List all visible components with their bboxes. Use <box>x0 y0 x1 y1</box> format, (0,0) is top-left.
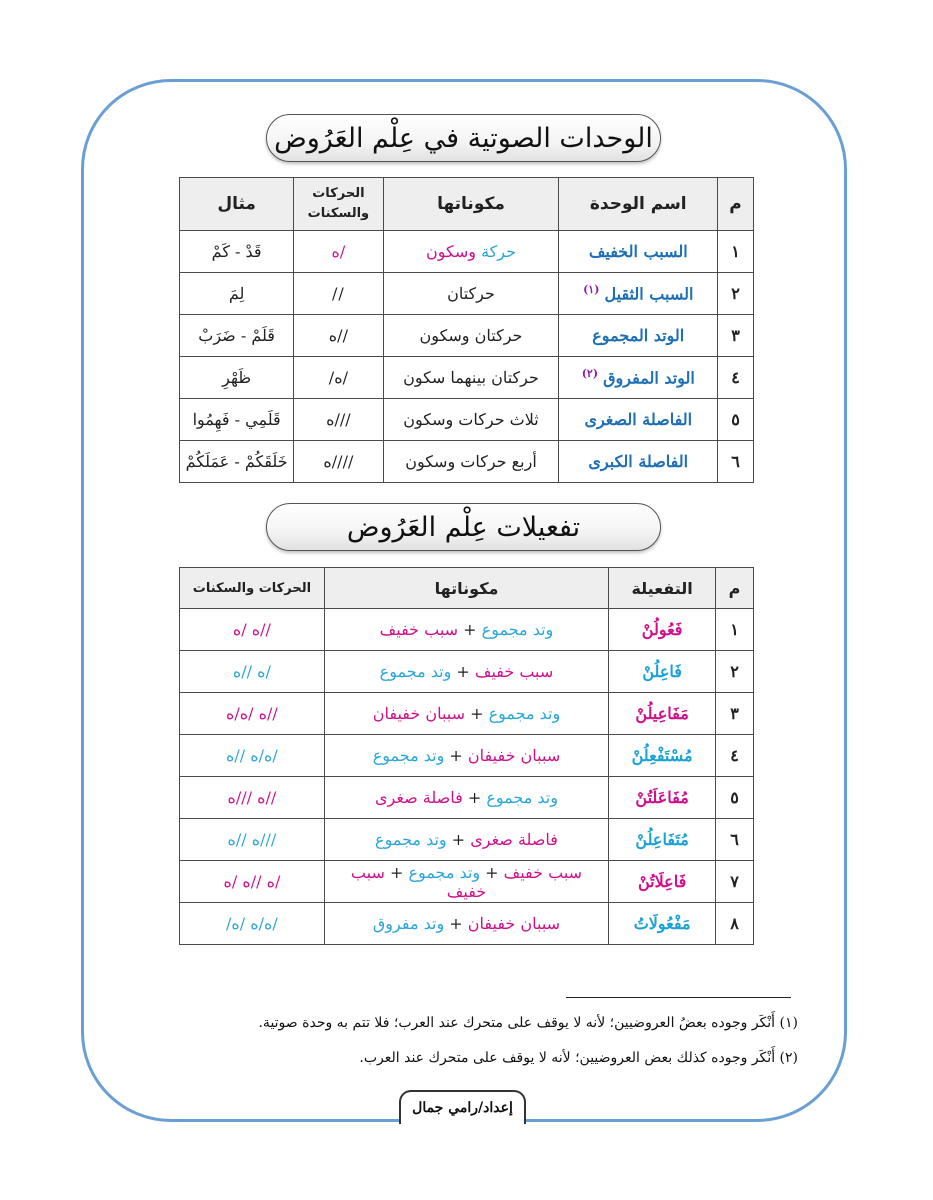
marks-cell: /ه //ه /ه <box>180 861 325 903</box>
tafilat-table <box>179 567 754 945</box>
unit-name-cell <box>559 231 718 273</box>
footnote-divider <box>566 997 791 998</box>
component-part: سببان خفيفان <box>467 914 561 933</box>
component-part: فاصلة صغرى <box>470 830 558 849</box>
row-num: ٤ <box>716 735 754 777</box>
table-row <box>180 441 754 483</box>
marks-cell: ///ه //ه <box>180 819 325 861</box>
units-title: الوحدات الصوتية في عِلْم العَرُوض <box>266 114 661 162</box>
marks-cell: ////ه <box>294 441 383 483</box>
component-part: وتد مجموع <box>481 620 554 639</box>
header-marks: الحركات والسكنات <box>180 568 325 609</box>
table-row <box>180 903 754 945</box>
marks-cell: // <box>294 273 383 315</box>
table-header-row <box>180 568 754 609</box>
plus-sign: + <box>444 746 468 765</box>
table-row <box>180 399 754 441</box>
marks-cell: /ه/ه /ه/ <box>180 903 325 945</box>
row-num: ٥ <box>716 777 754 819</box>
example-cell: خَلَقَكُمْ - عَمَلَكُمْ <box>180 441 294 483</box>
footnote-2 <box>359 1050 798 1066</box>
table-row <box>180 651 754 693</box>
plus-sign: + <box>458 620 482 639</box>
header-tafila: التفعيلة <box>609 568 716 609</box>
component-part: وتد مجموع <box>488 704 561 723</box>
components-cell <box>324 651 608 693</box>
components-cell <box>324 735 608 777</box>
header-marks: الحركات والسكنات <box>294 178 383 231</box>
table-row <box>180 735 754 777</box>
footnote-text: أَنْكَر وجوده كذلك بعض العروضيين؛ لأنه لا يوقف على متحرك عند العرب. <box>359 1050 780 1066</box>
component-part: سبب خفيف <box>379 620 459 639</box>
unit-name-cell <box>559 399 718 441</box>
marks-cell: /ه //ه <box>180 651 325 693</box>
component-part: وتد مجموع <box>379 662 452 681</box>
row-num: ٤ <box>718 357 754 399</box>
plus-sign: + <box>480 862 504 882</box>
row-num: ٢ <box>718 273 754 315</box>
row-num: ٧ <box>716 861 754 903</box>
components-cell <box>324 903 608 945</box>
tafilat-title: تفعيلات عِلْم العَرُوض <box>266 503 661 551</box>
row-num: ٥ <box>718 399 754 441</box>
row-num: ٨ <box>716 903 754 945</box>
component-part: وسكون <box>425 242 482 261</box>
footnote-text: أَنْكَر وجوده بعضُ العروضيين؛ لأنه لا يوقف على متحرك عند العرب؛ فلا تتم به وحدة صوتية. <box>258 1015 780 1031</box>
plus-sign: + <box>465 704 489 723</box>
tafila-cell: فَعُولُنْ <box>609 609 716 651</box>
row-num: ٦ <box>718 441 754 483</box>
header-example: مثال <box>180 178 294 231</box>
row-num: ١ <box>716 609 754 651</box>
unit-name-cell <box>559 273 718 315</box>
component-part: وتد مجموع <box>486 788 558 807</box>
plus-sign: + <box>446 830 471 849</box>
example-cell: ظَهْرِ <box>180 357 294 399</box>
component-part: سبب خفيف <box>350 862 487 901</box>
tafila-cell: مَفْعُولَاتُ <box>609 903 716 945</box>
unit-name: الوتد المجموع <box>592 326 685 345</box>
unit-name-cell <box>559 441 718 483</box>
components-cell <box>324 861 608 903</box>
row-num: ٣ <box>716 693 754 735</box>
components-cell <box>383 231 559 273</box>
plus-sign: + <box>444 914 468 933</box>
footnote-marker: (١) <box>779 1015 798 1031</box>
plus-sign: + <box>384 862 409 882</box>
unit-name: الوتد المفروق <box>603 368 695 388</box>
component-part: حركة <box>481 242 516 261</box>
component-part: سبب خفيف <box>474 662 554 681</box>
table-row <box>180 819 754 861</box>
table-row <box>180 861 754 903</box>
tafila-cell: فَاعِلَاتُنْ <box>609 861 716 903</box>
components-cell: حركتان وسكون <box>383 315 559 357</box>
component-part: وتد مجموع <box>372 746 445 765</box>
marks-cell: //ه ///ه <box>180 777 325 819</box>
component-part: سببان خفيفان <box>467 746 561 765</box>
footnote-marker: (٢) <box>779 1050 798 1066</box>
tafila-cell: مُسْتَفْعِلُنْ <box>609 735 716 777</box>
tafila-cell: مُفَاعَلَتُنْ <box>609 777 716 819</box>
marks-cell: ///ه <box>294 399 383 441</box>
table-row <box>180 315 754 357</box>
component-part: سبب خفيف <box>503 862 583 882</box>
component-part: فاصلة صغرى <box>375 788 463 807</box>
components-cell <box>324 819 608 861</box>
marks-cell: //ه /ه <box>180 609 325 651</box>
footnote-ref: (٢) <box>581 367 599 381</box>
row-num: ٣ <box>718 315 754 357</box>
example-cell: قَدْ - كَمْ <box>180 231 294 273</box>
components-cell: حركتان بينهما سكون <box>383 357 559 399</box>
row-num: ٢ <box>716 651 754 693</box>
plus-sign: + <box>451 662 475 681</box>
header-unit-name: اسم الوحدة <box>559 178 718 231</box>
component-part: سببان خفيفان <box>372 704 466 723</box>
unit-name: السبب الثقيل <box>604 284 694 304</box>
component-part: وتد مفروق <box>372 914 445 933</box>
marks-cell: /ه/ه //ه <box>180 735 325 777</box>
header-num: م <box>718 178 754 231</box>
components-cell <box>324 777 608 819</box>
example-cell: قَلَمْ - ضَرَبْ <box>180 315 294 357</box>
tafila-cell: مُتَفَاعِلُنْ <box>609 819 716 861</box>
table-row <box>180 273 754 315</box>
components-cell <box>324 693 608 735</box>
footnote-ref: (١) <box>583 283 600 297</box>
table-row <box>180 693 754 735</box>
row-num: ١ <box>718 231 754 273</box>
unit-name-cell <box>559 357 718 399</box>
component-part: وتد مجموع <box>375 830 447 849</box>
header-components: مكوناتها <box>383 178 559 231</box>
table-row <box>180 777 754 819</box>
example-cell: قَلَمِي - فَهِمُوا <box>180 399 294 441</box>
component-part: وتد مجموع <box>408 862 481 882</box>
marks-cell: /ه <box>294 231 383 273</box>
example-cell: لِمَ <box>180 273 294 315</box>
unit-name-cell <box>559 315 718 357</box>
marks-cell: //ه /ه/ه <box>180 693 325 735</box>
tafila-cell: مَفَاعِيلُنْ <box>609 693 716 735</box>
table-row <box>180 357 754 399</box>
marks-cell: //ه <box>294 315 383 357</box>
components-cell: أربع حركات وسكون <box>383 441 559 483</box>
unit-name: الفاصلة الصغرى <box>584 410 693 429</box>
units-table <box>179 177 754 483</box>
table-row <box>180 231 754 273</box>
footnote-1 <box>258 1015 798 1031</box>
marks-cell: /ه/ <box>294 357 383 399</box>
components-cell <box>324 609 608 651</box>
row-num: ٦ <box>716 819 754 861</box>
header-components: مكوناتها <box>324 568 608 609</box>
tafila-cell: فَاعِلُنْ <box>609 651 716 693</box>
components-cell: ثلاث حركات وسكون <box>383 399 559 441</box>
plus-sign: + <box>462 788 487 807</box>
table-row <box>180 609 754 651</box>
table-header-row <box>180 178 754 231</box>
unit-name: السبب الخفيف <box>588 242 688 261</box>
components-cell: حركتان <box>383 273 559 315</box>
author-credit: إعداد/رامي جمال <box>399 1090 526 1124</box>
unit-name: الفاصلة الكبرى <box>588 452 689 471</box>
header-num: م <box>716 568 754 609</box>
